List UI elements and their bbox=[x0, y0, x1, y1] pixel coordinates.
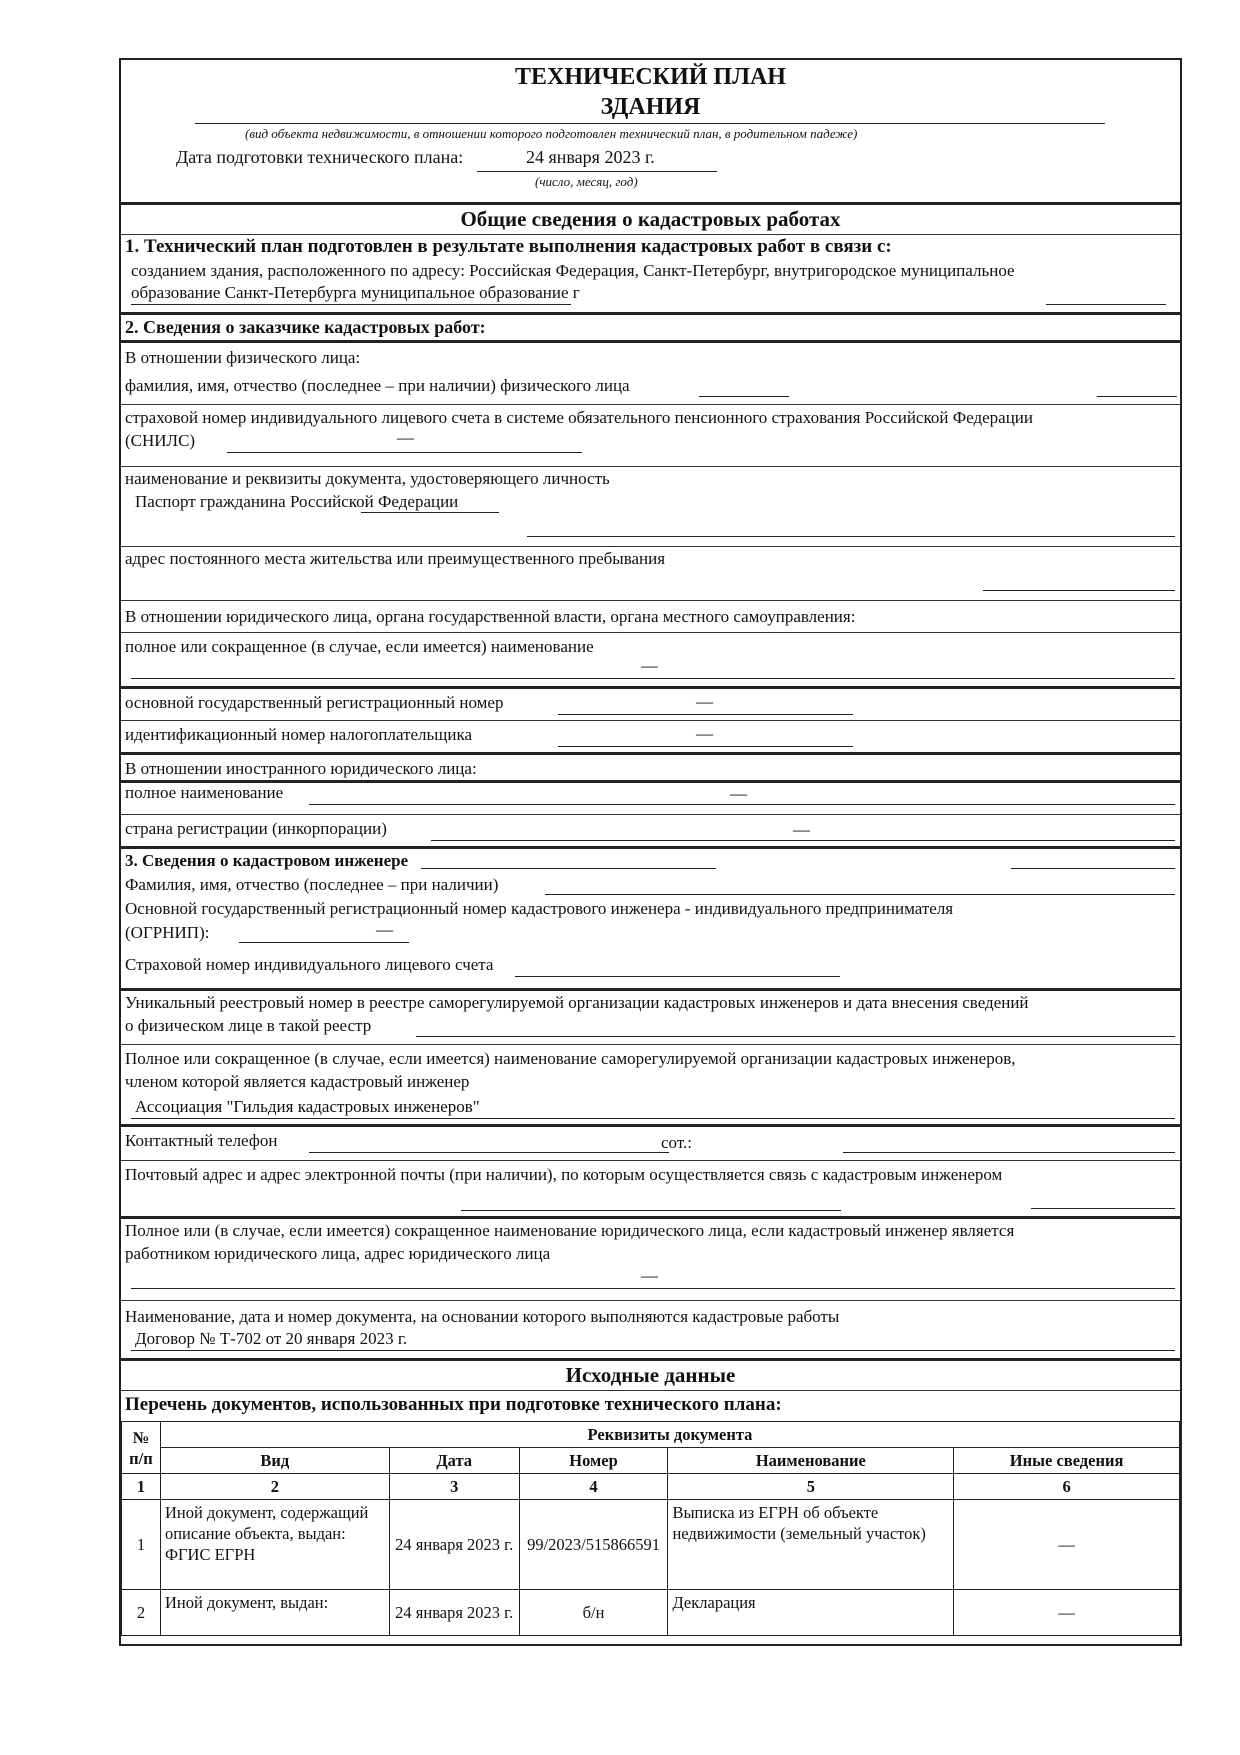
divider bbox=[121, 814, 1180, 815]
customer-fio-field bbox=[699, 396, 789, 397]
employer-label-2: работником юридического лица, адрес юридического лица bbox=[125, 1244, 551, 1263]
country-value: — bbox=[793, 820, 810, 839]
ogrnip-label-2: (ОГРНИП): bbox=[125, 923, 210, 942]
ogrn-label: основной государственный регистрационный номер bbox=[125, 693, 504, 712]
col-number-header: Номер bbox=[519, 1448, 668, 1474]
date-hint: (число, месяц, год) bbox=[535, 174, 638, 189]
row-doc-name: Декларация bbox=[668, 1590, 954, 1636]
section-2-title: 2. Сведения о заказчике кадастровых работ: bbox=[125, 317, 486, 337]
country-field bbox=[431, 840, 1175, 841]
engineer-fio-label: Фамилия, имя, отчество (последнее – при наличии) bbox=[125, 875, 499, 894]
general-section-title: Общие сведения о кадастровых работах bbox=[460, 207, 841, 231]
index-cell: 4 bbox=[519, 1474, 668, 1500]
section-3-title: 3. Сведения о кадастровом инженере bbox=[125, 851, 409, 870]
sro-registry-field bbox=[416, 1036, 1175, 1037]
country-label: страна регистрации (инкорпорации) bbox=[125, 819, 387, 838]
document-title: ТЕХНИЧЕСКИЙ ПЛАН bbox=[515, 64, 786, 90]
col-num-header: № п/п bbox=[122, 1422, 161, 1474]
table-row bbox=[122, 1500, 1180, 1590]
customer-fio-label: фамилия, имя, отчество (последнее – при наличии) физического лица bbox=[125, 376, 630, 395]
inn-label: идентификационный номер налогоплательщика bbox=[125, 725, 473, 744]
divider bbox=[121, 1124, 1180, 1127]
employer-field bbox=[131, 1288, 1175, 1289]
sro-name-label-1: Полное или сокращенное (в случае, если имеется) наименование саморегулируемой организации кадастровых инженеров, bbox=[125, 1049, 1016, 1068]
mail-field bbox=[1031, 1208, 1175, 1209]
index-cell: 1 bbox=[122, 1474, 161, 1500]
sro-name-field bbox=[131, 1118, 1175, 1119]
customer-fio-field bbox=[1097, 396, 1177, 397]
legal-name-label: полное или сокращенное (в случае, если имеется) наименование bbox=[125, 637, 594, 656]
underline bbox=[421, 868, 716, 869]
col-group-header: Реквизиты документа bbox=[160, 1422, 1179, 1448]
foreign-entity-label: В отношении иностранного юридического лица: bbox=[125, 759, 477, 778]
index-cell: 5 bbox=[668, 1474, 954, 1500]
customer-snils-field bbox=[227, 452, 582, 453]
customer-snils-value: — bbox=[397, 428, 414, 447]
divider bbox=[121, 1216, 1180, 1219]
ogrnip-field bbox=[239, 942, 409, 943]
row-doc-name: Выписка из ЕГРН об объекте недвижимости (земельный участок) bbox=[668, 1500, 954, 1590]
work-reason-line-2: образование Санкт-Петербурга муниципальное образование г bbox=[131, 283, 580, 302]
row-kind: Иной документ, содержащий описание объекта, выдан: ФГИС ЕГРН bbox=[160, 1500, 389, 1590]
divider bbox=[121, 752, 1180, 755]
row-date: 24 января 2023 г. bbox=[389, 1590, 519, 1636]
divider bbox=[121, 600, 1180, 601]
divider bbox=[121, 1044, 1180, 1045]
residence-address-label: адрес постоянного места жительства или преимущественного пребывания bbox=[125, 549, 666, 568]
customer-snils-label-2: (СНИЛС) bbox=[125, 431, 196, 450]
mobile-label: сот.: bbox=[661, 1133, 692, 1152]
col-kind-header: Вид bbox=[160, 1448, 389, 1474]
foreign-name-label: полное наименование bbox=[125, 783, 284, 802]
physical-person-label: В отношении физического лица: bbox=[125, 348, 361, 367]
contract-field bbox=[131, 1350, 1175, 1351]
divider bbox=[121, 632, 1180, 633]
legal-entity-label: В отношении юридического лица, органа государственной власти, органа местного самоуправления: bbox=[125, 607, 856, 626]
divider bbox=[121, 404, 1180, 405]
id-document-field bbox=[527, 536, 1175, 537]
ogrnip-value: — bbox=[376, 920, 393, 939]
id-document-label: наименование и реквизиты документа, удостоверяющего личность bbox=[125, 469, 610, 488]
foreign-name-field bbox=[309, 804, 1175, 805]
table-header-row bbox=[122, 1448, 1180, 1474]
underline bbox=[1046, 304, 1166, 305]
date-value: 24 января 2023 г. bbox=[526, 147, 655, 167]
mobile-field bbox=[843, 1152, 1175, 1153]
row-date: 24 января 2023 г. bbox=[389, 1500, 519, 1590]
documents-list-title: Перечень документов, использованных при подготовке технического плана: bbox=[125, 1394, 782, 1415]
divider bbox=[121, 1390, 1180, 1391]
id-document-underline bbox=[361, 512, 499, 513]
residence-address-field bbox=[983, 590, 1175, 591]
engineer-fio-field bbox=[545, 894, 1175, 895]
index-cell: 2 bbox=[160, 1474, 389, 1500]
divider bbox=[121, 312, 1180, 315]
table-row bbox=[122, 1590, 1180, 1636]
legal-name-value: — bbox=[641, 656, 658, 675]
engineer-snils-label: Страховой номер индивидуального лицевого счета bbox=[125, 955, 494, 974]
employer-label-1: Полное или (в случае, если имеется) сокращенное наименование юридического лица, если кадастровый инженер является bbox=[125, 1221, 1015, 1240]
underline bbox=[131, 304, 571, 305]
divider bbox=[121, 720, 1180, 721]
inn-field bbox=[558, 746, 853, 747]
col-date-header: Дата bbox=[389, 1448, 519, 1474]
row-other: — bbox=[954, 1590, 1180, 1636]
divider bbox=[121, 466, 1180, 467]
table-header-row bbox=[122, 1422, 1180, 1448]
divider bbox=[121, 1160, 1180, 1161]
divider bbox=[121, 846, 1180, 849]
col-other-header: Иные сведения bbox=[954, 1448, 1180, 1474]
contract-value: Договор № Т-702 от 20 января 2023 г. bbox=[135, 1329, 408, 1348]
object-type-hint: (вид объекта недвижимости, в отношении которого подготовлен технический план, в родительном падеже) bbox=[245, 126, 858, 141]
index-cell: 3 bbox=[389, 1474, 519, 1500]
underline bbox=[1011, 868, 1175, 869]
contract-label: Наименование, дата и номер документа, на основании которого выполняются кадастровые работы bbox=[125, 1307, 840, 1326]
row-doc-number: б/н bbox=[519, 1590, 668, 1636]
phone-label: Контактный телефон bbox=[125, 1131, 278, 1150]
ogrn-value: — bbox=[696, 692, 713, 711]
row-number: 2 bbox=[122, 1590, 161, 1636]
table-index-row bbox=[122, 1474, 1180, 1500]
divider bbox=[121, 1300, 1180, 1301]
inn-value: — bbox=[696, 724, 713, 743]
row-number: 1 bbox=[122, 1500, 161, 1590]
date-underline bbox=[477, 171, 717, 172]
divider bbox=[121, 546, 1180, 547]
divider bbox=[121, 686, 1180, 689]
foreign-name-value: — bbox=[730, 784, 747, 803]
source-section-title: Исходные данные bbox=[565, 1363, 736, 1387]
ogrn-field bbox=[558, 714, 853, 715]
divider bbox=[121, 988, 1180, 991]
divider bbox=[121, 340, 1180, 343]
phone-field bbox=[309, 1152, 669, 1153]
work-reason-line-1: созданием здания, расположенного по адресу: Российская Федерация, Санкт-Петербург, внутригородское муниципальное bbox=[131, 261, 1015, 280]
object-type: ЗДАНИЯ bbox=[600, 94, 701, 120]
sro-registry-label-2: о физическом лице в такой реестр bbox=[125, 1016, 372, 1035]
mail-label: Почтовый адрес и адрес электронной почты (при наличии), по которым осуществляется связь с кадастровым инженером bbox=[125, 1165, 1003, 1184]
section-1-title: 1. Технический план подготовлен в результате выполнения кадастровых работ в связи с: bbox=[125, 236, 892, 257]
row-other: — bbox=[954, 1500, 1180, 1590]
employer-value: — bbox=[641, 1266, 658, 1285]
technical-plan-form bbox=[119, 58, 1182, 1646]
col-name-header: Наименование bbox=[668, 1448, 954, 1474]
sro-name-label-2: членом которой является кадастровый инженер bbox=[125, 1072, 470, 1091]
legal-name-field bbox=[131, 678, 1175, 679]
id-document-value: Паспорт гражданина Российской Федерации bbox=[135, 492, 459, 511]
sro-name-value: Ассоциация "Гильдия кадастровых инженеров" bbox=[135, 1097, 480, 1116]
engineer-snils-field bbox=[515, 976, 840, 977]
object-type-underline bbox=[195, 123, 1105, 124]
row-kind: Иной документ, выдан: bbox=[160, 1590, 389, 1636]
mail-field bbox=[461, 1210, 841, 1211]
divider bbox=[121, 234, 1180, 235]
divider bbox=[121, 202, 1180, 205]
sro-registry-label-1: Уникальный реестровый номер в реестре саморегулируемой организации кадастровых инженеров и дата внесения сведений bbox=[125, 993, 1029, 1012]
index-cell: 6 bbox=[954, 1474, 1180, 1500]
divider bbox=[121, 1358, 1180, 1361]
customer-snils-label-1: страховой номер индивидуального лицевого счета в системе обязательного пенсионного страхования Российской Федерации bbox=[125, 408, 1034, 427]
date-label: Дата подготовки технического плана: bbox=[176, 147, 464, 167]
ogrnip-label-1: Основной государственный регистрационный номер кадастрового инженера - индивидуального предпринимателя bbox=[125, 899, 954, 918]
row-doc-number: 99/2023/515866591 bbox=[519, 1500, 668, 1590]
documents-table bbox=[121, 1421, 1180, 1636]
